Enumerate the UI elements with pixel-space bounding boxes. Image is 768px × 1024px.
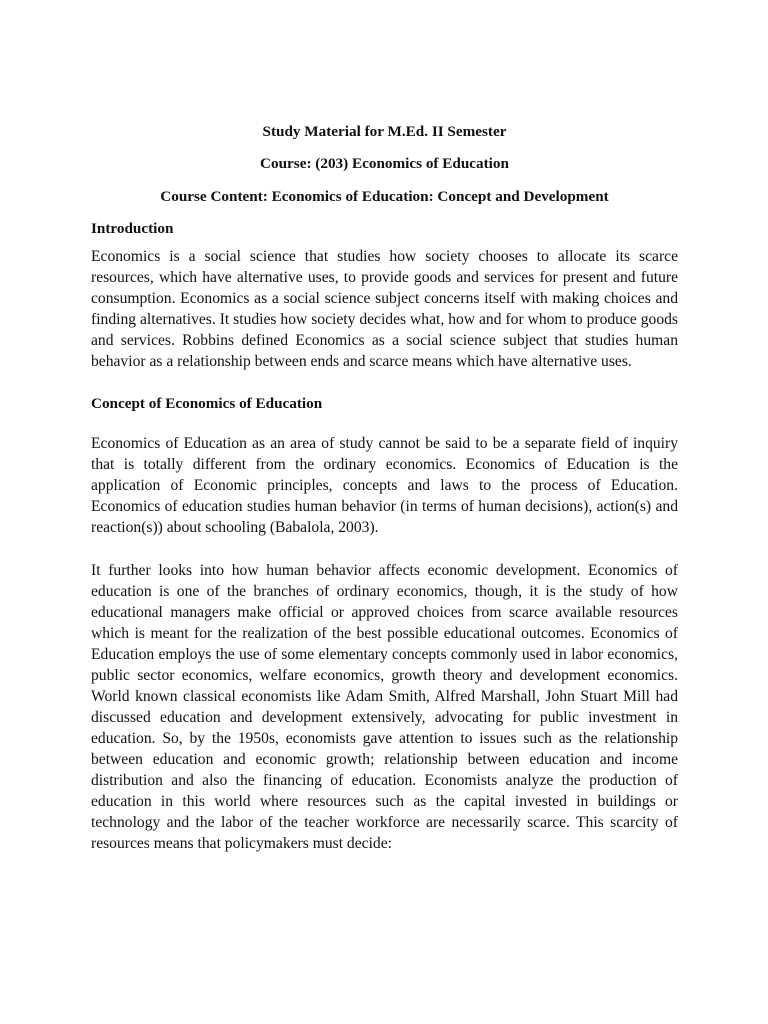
section-heading-introduction: Introduction bbox=[91, 220, 174, 237]
paragraph-concept-2: It further looks into how human behavior affects economic development. Economics of education is one of the branches of ordinary economics, though, it is the study of how educational managers make official or approved choices from scarce available resources which is meant for the realization of the best possible educational outcomes. Economics of Education employs the use of some elementary concepts commonly used in labor economics, public sector economics, welfare economics, growth theory and development economics. World known classical economists like Adam Smith, Alfred Marshall, John Stuart Mill had discussed education and development extensively, advocating for public investment in education. So, by the 1950s, economists gave attention to issues such as the relationship between education and economic growth; relationship between education and income distribution and also the financing of education. Economists analyze the production of education in this world where resources such as the capital invested in buildings or technology and the labor of the teacher workforce are necessarily scarce. This scarcity of resources means that policymakers must decide: bbox=[91, 562, 678, 852]
section-heading-concept: Concept of Economics of Education bbox=[91, 395, 323, 412]
paragraph-introduction: Economics is a social science that studies how society chooses to allocate its scarce resources, which have alternative uses, to provide goods and services for present and future consumption. Economics as a social science subject concerns itself with making choices and finding alternatives. It studies how society decides what, how and for whom to produce goods and services. Robbins defined Economics as a social science subject that studies human behavior as a relationship between ends and scarce means which have alternative uses. bbox=[91, 248, 678, 370]
course-heading: Course: (203) Economics of Education bbox=[260, 155, 509, 172]
paragraph-concept-1: Economics of Education as an area of study cannot be said to be a separate field of inquiry that is totally different from the ordinary economics. Economics of Education is the application of Economic principles, concepts and laws to the process of Education. Economics of education studies human behavior (in terms of human decisions), action(s) and reaction(s)) about schooling (Babalola, 2003). bbox=[91, 435, 678, 536]
document-title: Study Material for M.Ed. II Semester bbox=[262, 123, 507, 140]
course-content-heading: Course Content: Economics of Education: Concept and Development bbox=[160, 188, 609, 205]
